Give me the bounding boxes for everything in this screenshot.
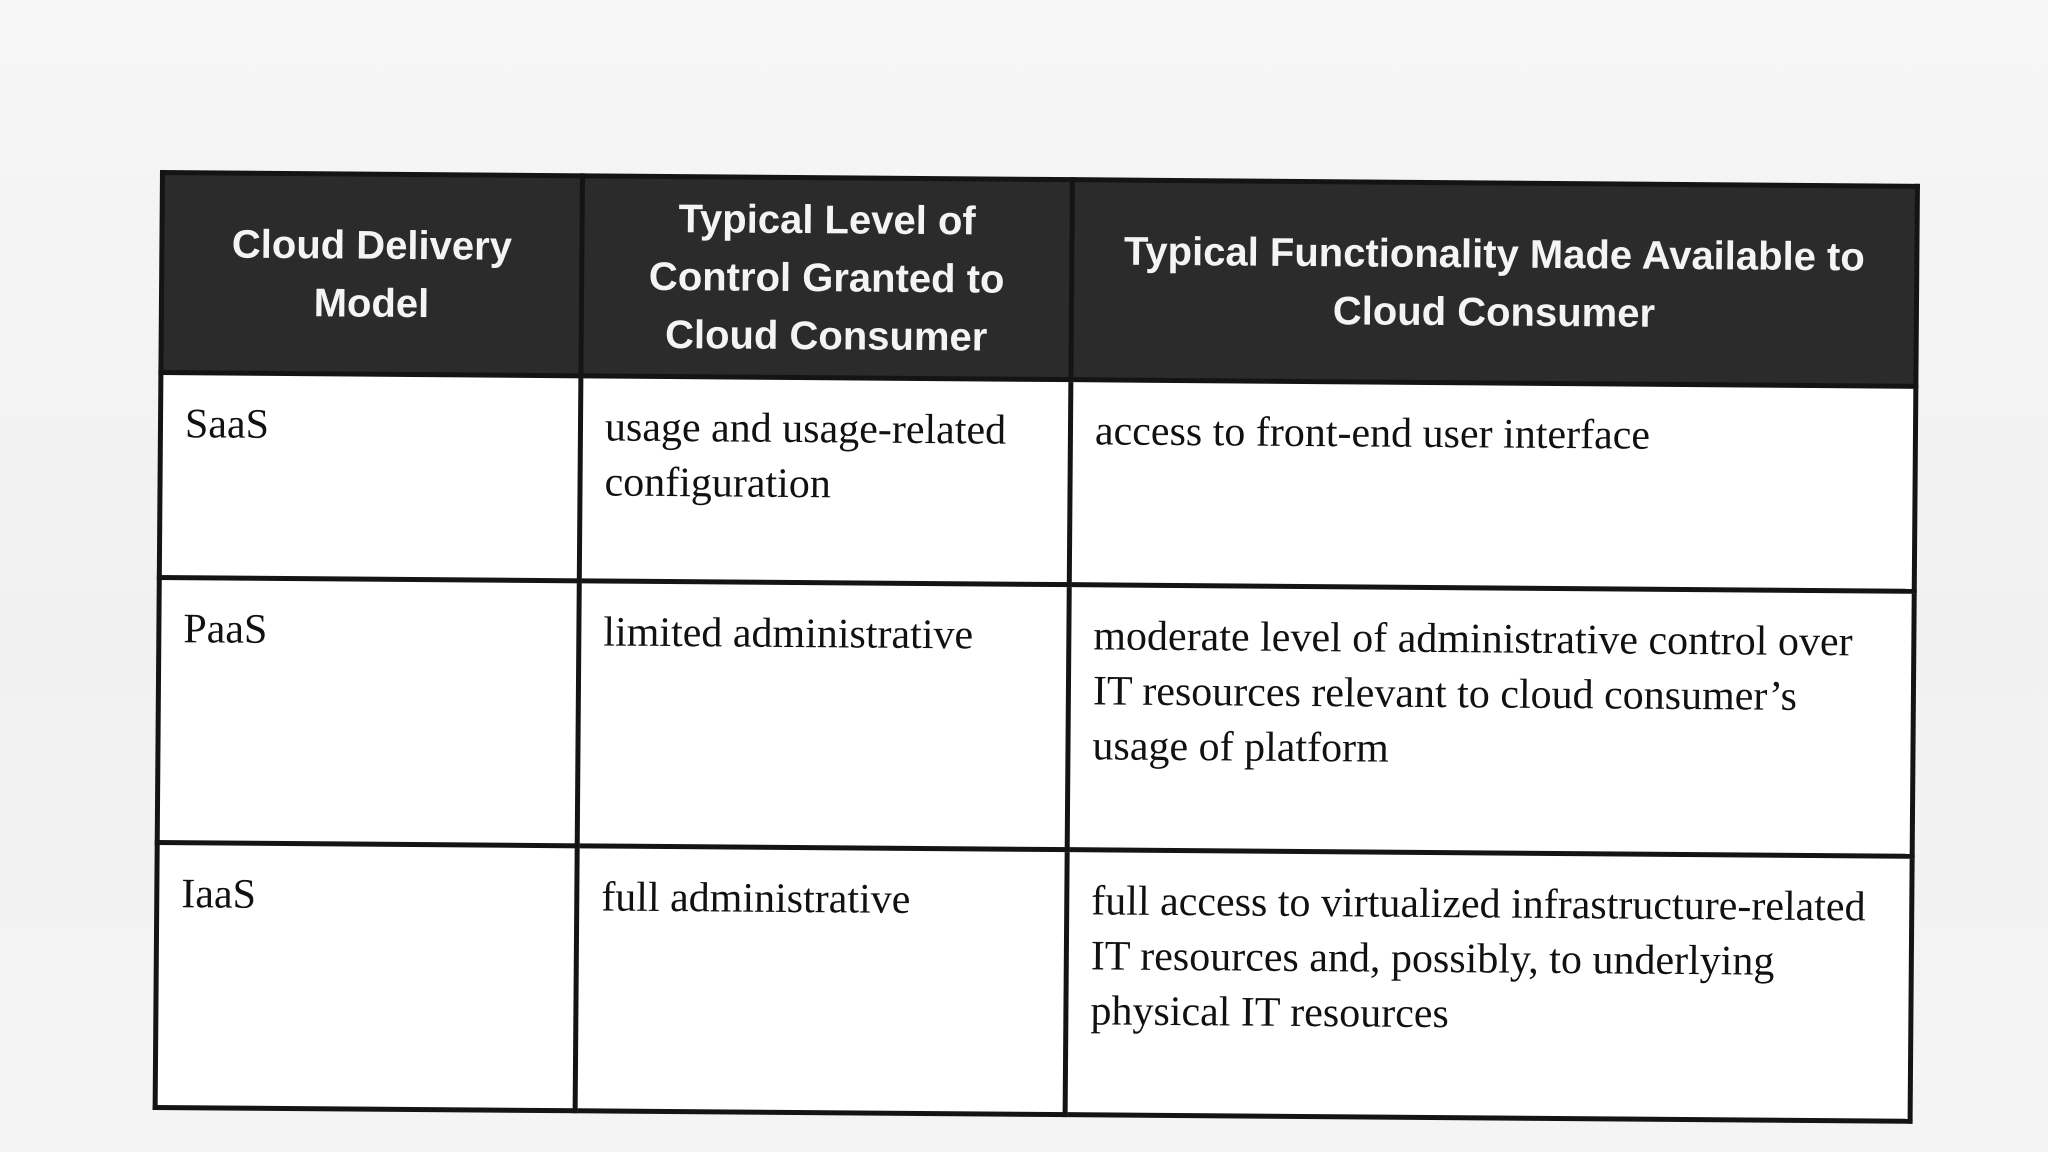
cell-control: full administrative xyxy=(575,846,1067,1115)
cell-control: usage and usage-related configuration xyxy=(579,376,1071,585)
cell-functionality: full access to virtualized infrastructure-related IT resources and, possibly, to underlying physical IT resources xyxy=(1065,850,1912,1122)
table-row xyxy=(157,578,1914,857)
table-body xyxy=(155,373,1916,1122)
table-row xyxy=(155,842,1912,1121)
cell-control: limited administrative xyxy=(577,581,1069,850)
cell-model: IaaS xyxy=(155,842,577,1110)
cell-functionality: access to front-end user interface xyxy=(1069,380,1916,592)
delivery-model-table xyxy=(153,170,1920,1124)
table-header xyxy=(161,173,1918,387)
cell-model: SaaS xyxy=(159,373,581,581)
header-typical-functionality: Typical Functionality Made Available to Cloud Consumer xyxy=(1071,180,1918,387)
header-row xyxy=(161,173,1918,387)
delivery-model-table-container xyxy=(153,170,1915,1038)
header-typical-level-of-control: Typical Level of Control Granted to Cloud Consumer xyxy=(581,176,1073,380)
cell-functionality: moderate level of administrative control over IT resources relevant to cloud consumer’s usage of platform xyxy=(1067,585,1914,857)
cell-model: PaaS xyxy=(157,578,579,846)
header-cloud-delivery-model: Cloud Delivery Model xyxy=(161,173,583,376)
table-row xyxy=(159,373,1916,592)
